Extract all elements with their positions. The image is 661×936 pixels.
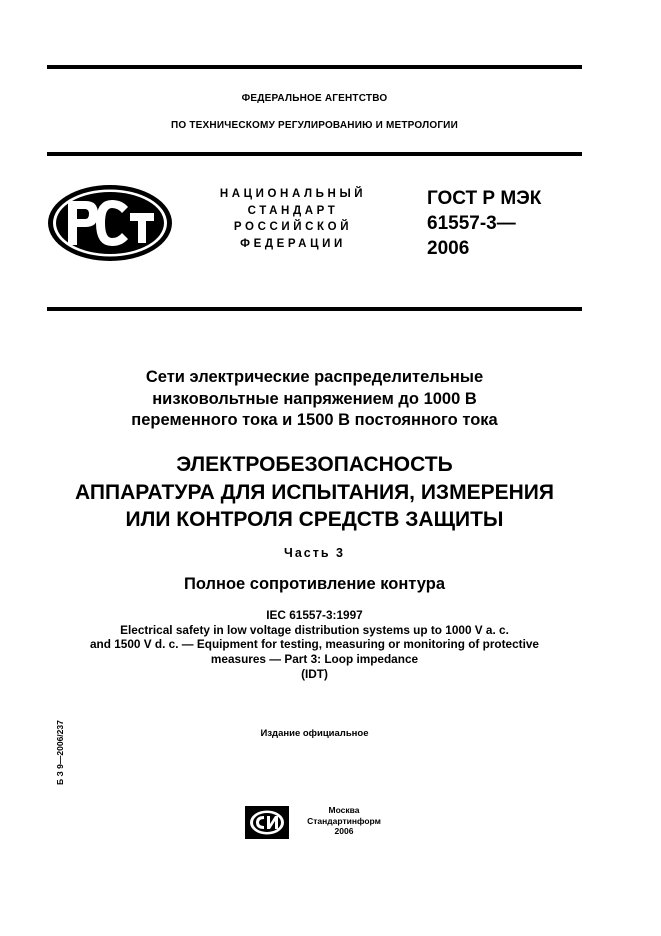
part-name: Полное сопротивление контура bbox=[183, 575, 446, 593]
agency-name-line-1: ФЕДЕРАЛЬНОЕ АГЕНТСТВО bbox=[241, 93, 388, 104]
title-block-rule bbox=[47, 307, 582, 311]
designation-line: 2006 bbox=[427, 238, 470, 259]
national-standard-line: РОССИЙСКОЙ bbox=[233, 221, 353, 233]
standard-designation bbox=[427, 186, 541, 261]
gost-r-certification-mark-icon bbox=[46, 183, 174, 263]
national-standard-line: СТАНДАРТ bbox=[247, 204, 339, 217]
bz-code: Б З 9—2006/237 bbox=[55, 720, 65, 785]
national-standard-line: НАЦИОНАЛЬНЫЙ bbox=[219, 188, 367, 200]
publisher-name: Стандартинформ bbox=[307, 815, 381, 826]
agency-name-line-2: ПО ТЕХНИЧЕСКОМУ РЕГУЛИРОВАНИЮ И МЕТРОЛОГИИ bbox=[171, 120, 458, 131]
iec-line: and 1500 V d. c. — Equipment for testing, measuring or monitoring of protective bbox=[90, 637, 539, 652]
iec-line: Electrical safety in low voltage distribution systems up to 1000 V a. c. bbox=[120, 622, 509, 637]
document-title bbox=[20, 451, 609, 534]
iec-line: (IDT) bbox=[301, 666, 328, 681]
subtitle-line: переменного тока и 1500 В постоянного тока bbox=[131, 411, 498, 429]
iec-line: IEC 61557-3:1997 bbox=[266, 608, 363, 622]
title-line: ЭЛЕКТРОБЕЗОПАСНОСТЬ bbox=[176, 453, 453, 476]
top-rule bbox=[47, 65, 582, 69]
publisher-year: 2006 bbox=[334, 826, 354, 836]
designation-line: ГОСТ Р МЭК bbox=[427, 188, 542, 209]
subtitle-line: низковольтные напряжением до 1000 В bbox=[152, 389, 477, 408]
publisher-block bbox=[292, 805, 396, 837]
iec-reference bbox=[30, 608, 599, 682]
standartinform-logo-icon bbox=[245, 806, 289, 839]
part-label: Часть 3 bbox=[284, 546, 345, 560]
document-subtitle bbox=[40, 367, 589, 432]
national-standard-line: ФЕДЕРАЦИИ bbox=[240, 237, 346, 250]
header-rule bbox=[47, 152, 582, 156]
designation-line: 61557-3— bbox=[427, 213, 516, 234]
iec-line: measures — Part 3: Loop impedance bbox=[210, 652, 419, 667]
title-line: ИЛИ КОНТРОЛЯ СРЕДСТВ ЗАЩИТЫ bbox=[125, 508, 504, 531]
national-standard-block bbox=[200, 186, 386, 252]
title-line: АППАРАТУРА ДЛЯ ИСПЫТАНИЯ, ИЗМЕРЕНИЯ bbox=[75, 480, 554, 504]
publisher-city: Москва bbox=[328, 805, 360, 815]
edition-label: Издание официальное bbox=[260, 728, 369, 739]
subtitle-line: Сети электрические распределительные bbox=[145, 368, 484, 386]
